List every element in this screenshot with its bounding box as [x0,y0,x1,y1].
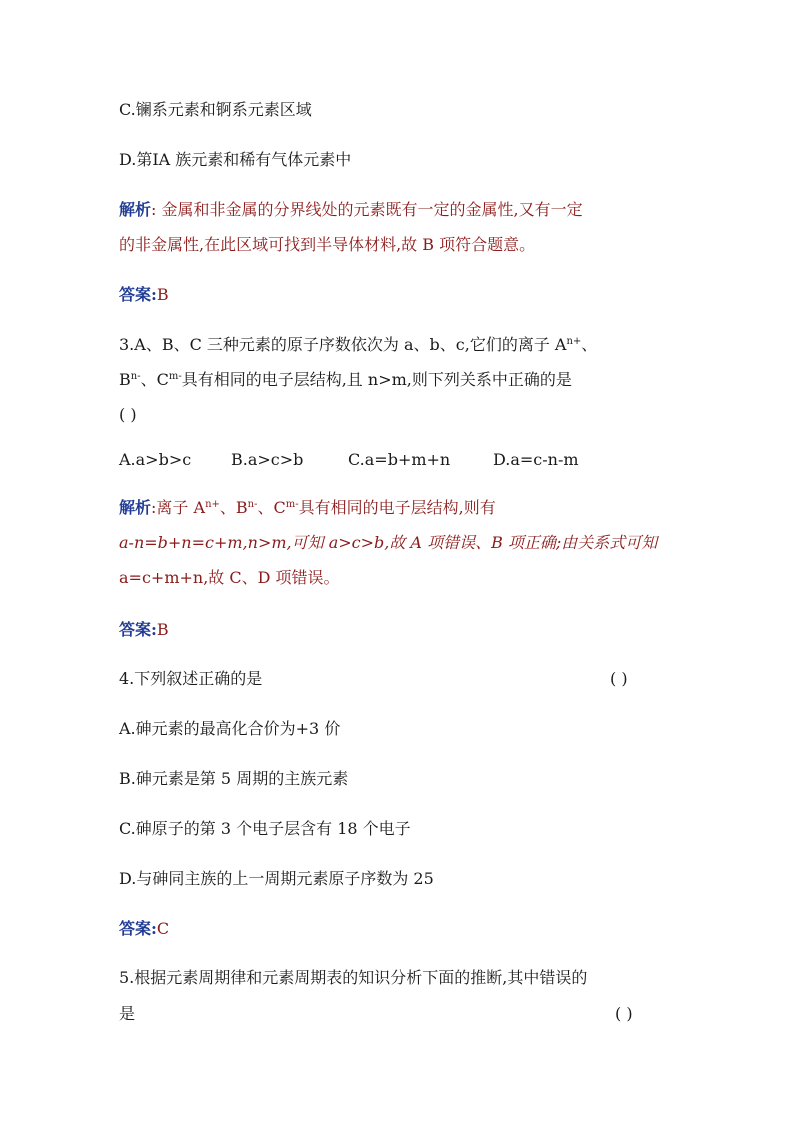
q2-answer: 答案:B [119,285,169,304]
q2-explanation-line2: 的非金属性,在此区域可找到半导体材料,故 B 项符合题意。 [119,235,536,254]
answer-label: 答案 [119,285,152,304]
q4-answer: 答案:C [119,919,170,938]
q3-ion-c: 、C [140,370,169,389]
q3-answer-parens: ( ) [119,405,137,424]
q2-option-d: D.第ⅠA 族元素和稀有气体元素中 [119,150,352,169]
q3-explanation-line3: a=c+m+n,故 C、D 项错误。 [119,568,340,587]
q3-ion-b: B [119,370,131,389]
q2-explanation-line1 [119,200,583,220]
answer-label: 答案 [119,620,152,639]
q4-option-b: B.砷元素是第 5 周期的主族元素 [119,769,349,788]
q3-exp-sup: m- [285,499,299,510]
q3-sup: m- [168,371,182,382]
q2-explanation-text1: : 金属和非金属的分界线处的元素既有一定的金属性,又有一定 [151,200,583,219]
q3-exp-sup: n+ [205,499,220,510]
q3-stem-line1 [119,335,597,355]
q3-exp-text: 、C [257,498,286,517]
q3-explanation-line1 [119,498,496,518]
q5-answer-parens: ( ) [615,1004,633,1023]
q3-sup: n- [130,371,141,382]
q3-exp-text: 、B [219,498,248,517]
q3-exp-text: 具有相同的电子层结构,则有 [298,498,496,517]
q3-stem-rest: 具有相同的电子层结构,且 n>m,则下列关系中正确的是 [181,370,572,389]
q4-answer-parens: ( ) [610,669,628,688]
q4-stem: 4.下列叙述正确的是 [119,669,263,688]
q3-stem-line2 [119,370,572,390]
q3-explanation-line2: a-n=b+n=c+m,n>m,可知 a>c>b,故 A 项错误、B 项正确;由关系式可知 [119,533,658,552]
q5-stem-line2: 是 [119,1004,136,1023]
q5-stem-line1: 5.根据元素周期律和元素周期表的知识分析下面的推断,其中错误的 [119,968,588,987]
answer-label: 答案 [119,919,152,938]
q3-option-b: B.a>c>b [231,450,304,469]
q3-sup: n+ [566,336,582,347]
q3-stem-tail: 、 [581,335,598,354]
q3-option-d: D.a=c-n-m [493,450,579,469]
q4-option-d: D.与砷同主族的上一周期元素原子序数为 25 [119,869,434,888]
answer-value: B [156,285,169,304]
q4-option-c: C.砷原子的第 3 个电子层含有 18 个电子 [119,819,411,838]
answer-value: C [156,919,170,938]
q4-option-a: A.砷元素的最高化合价为+3 价 [119,719,341,738]
q3-exp-text: :离子 A [151,498,206,517]
q3-exp-sup: n- [247,499,258,510]
explanation-label: 解析 [119,200,152,219]
q3-option-a: A.a>b>c [119,450,192,469]
answer-value: B [156,620,169,639]
q3-answer: 答案:B [119,620,169,639]
q3-option-c: C.a=b+m+n [348,450,451,469]
q3-stem-text1: 3.A、B、C 三种元素的原子序数依次为 a、b、c,它们的离子 A [119,335,567,354]
explanation-label: 解析 [119,498,152,517]
q2-option-c: C.镧系元素和锕系元素区域 [119,100,312,119]
